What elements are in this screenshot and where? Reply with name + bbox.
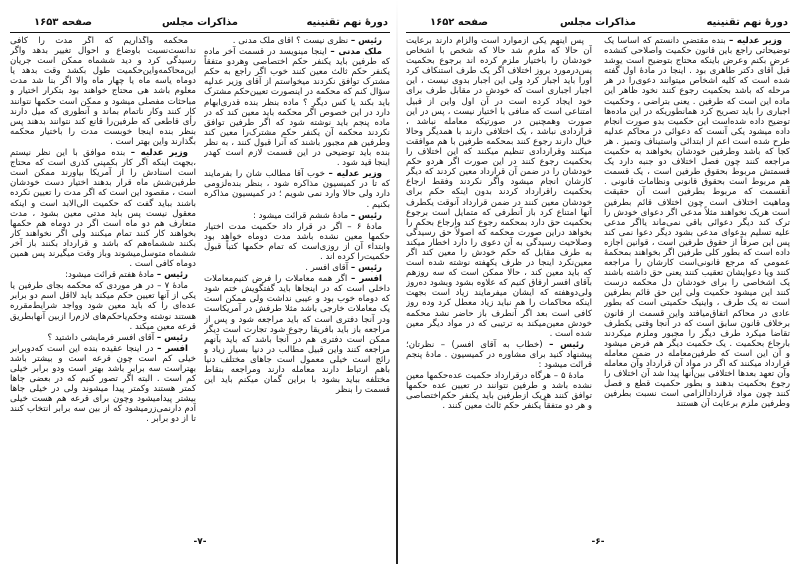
paragraph-text: مادهٔ ۶ – اگر در قرار داد حکمیت مدت اختیار حکمها معین نشده باشد مدت دوماه خواهد بود وابتداء آن از روزی‌است که تمام حکمها کتباً قبول حکمیت‌را کرده اند . — [204, 221, 390, 262]
paragraph-text: اینجا مینویسد در قسمت آخر ماده که طرفین باید یکنفر حکم اختصاصی وهردو متفقاً یکنفر حکم ثالث معین کنند خوب اگر راجع به حکم مشترک توافق نکردند میخواستم از آقای وزیر عدلیه سؤال کنم که محکمه در اینصورت تعیین‌حکم مشترک باید بکند یا کس دیگر ؟ ماده بنظر بنده قدری‌ابهام دارد در این خصوص اگر محکمه باید معین کند که در ماده پنجم باید نوشته شود که اگر طرفین توافق نکردند محکمه آن یکنفر حکم مشترک‌را معین کند وطرفین هم مجبور باشند که آنرا قبول کنند ، به نظر بنده باید توضیحی در این قسمت لازم است کهدر اینجا قید شود . — [204, 47, 390, 169]
paragraph — [10, 36, 196, 147]
speaker-name: وزیر عدلیه – — [130, 148, 188, 159]
speaker-name: رئیس – — [156, 332, 188, 343]
paragraph-text: (خطاب به آقای افسر) – نظرتان؛ پیشنهاد کنید برای مشاوره در کمیسیون . مادهٔ پنجم قرائت میشود : — [406, 339, 592, 370]
paragraph-text: آقای افسر فرمایشی داشتید ؟ — [47, 332, 155, 343]
text-columns — [10, 36, 390, 524]
speaker-name: افسر – — [351, 274, 383, 285]
paragraph-text: در اینجا عقیده بنده این است که‌دوبرابر خیلی کم است چون قرعه است و بیشتر باشد بهتراست سه برابر باشد بهتر است ودو برابر خیلی کم است . البته اگر تصور کنیم که در بعضی جاها کمتر هستند وکمتر پیدا میشوند ولی در خیلی جاها بیشتر پیدا‌میشود وچون برای قرعه هم هست خیلی آدم دارنمی‌زرمیشود که از بین سه برابر انتخاب کنند تا از دو برابر . — [10, 343, 196, 425]
column-right — [604, 36, 790, 524]
paragraph — [204, 274, 390, 395]
speaker-name: وزیر عدلیه – — [729, 36, 782, 46]
page-header — [10, 14, 390, 33]
paragraph-text: بنده موافق با این نظر نیستم ،بجهت اینکه اگر کار بکمپنی کذری است که محتاج است اسنادش را از آمریکا بیاورند ممکن است طرفین‌شش ماه قرار بدهند اختیار دست خودشان است ، مقصود این است که اگر مدت را تعیین نکرده باشند بباید گفت که حکمیت الی‌الابد است و اینکه معقول نیست پس باید مدتی معین بشود ، مدت متعارف هم دو ماه است اگر در دوماه هم حکمها بخواهند کار کنند تمام میکنند ولی اگر نخواهند کار بکنند ششماه‌هم که باشد و قرارداد بکنند باز آخر ششماه متوسل‌میشوند وباز وقت میگیرند پس همین دوماه کافی است . — [10, 148, 196, 270]
column-left — [406, 36, 592, 524]
speaker-name: رئیس – — [156, 270, 188, 281]
header-volume: دورهٔ نهم تقنینیه — [706, 17, 788, 28]
paragraph — [10, 281, 196, 331]
header-title: مذاکرات مجلس — [161, 17, 239, 28]
column-right — [204, 36, 390, 524]
paragraph — [406, 36, 592, 339]
paragraph-text: مادهٔ ۷ – در هر موردی که محکمه بجای طرفین یا یکی از آنها تعیین حکم میکند باید لااقل اسم دو برابر عده‌ای را که باید معین شود وواجد شرایط‌مقرره هستند نوشته وحکم‌یاحکم‌های لازم‌را ازبین آنها‌بطریق قرعه معین میکند . — [10, 281, 196, 332]
paragraph-text: نظری نیست ؟ آقای ملک مدنی . — [232, 36, 349, 46]
header-page-number: صفحه ۱۶۵۲ — [430, 17, 489, 28]
paragraph-text: محکمه واگذاریم که اگر مدت را کافی ندانست‌نسبت باوضاع و احوال تغییر بدهد واگر رسیدگی کرد و دید ششماه ممکن است جریان این‌محاکمه‌واین‌حکمیت طول بکشد وقت بدهد یا دوماه یاسه ماه یا چهار ماه والا اگر بنا شد مدت معلوم باشد هی محتاج خواهند بود بتکرار اختیار و مباحثات مفصلی میشود و ممکن است حکمها نتوانند کار کنند وکار ناتمام بماند و آنطوری که میل دارند رأی قاطعی که طرفین‌را قانع کند نتوانند بدهند پس بنظر بنده اینجا خوبست مدت را باختیار محکمه بگذارند واین بهتر است . — [10, 36, 196, 147]
paragraph — [204, 263, 390, 273]
paragraph — [406, 340, 592, 370]
paragraph — [204, 211, 390, 221]
paragraph — [10, 270, 196, 280]
paragraph-text: مادهٔ ششم قرائت میشود : — [252, 210, 349, 221]
paragraph — [10, 148, 196, 269]
speaker-name: ملک مدنی – — [330, 47, 382, 58]
page-1653 — [4, 0, 396, 564]
speaker-name: رئیس – — [350, 263, 382, 274]
paragraph-text: اگر همه معاملات را فرض کنیم‌معاملات داخلی است که در اینجاها باید گفتگویش ختم شود که دوماه خوب بود و عیبی نداشت ولی ممکن است یک معاملات خارجی باشد مثلا طرفش در آمریکا‌ست ودر آنجا دفتری است که باید مراجعه شود و پس از مراجعه باز باید بافریقا رجوع شود تجارت است دیگر ممکن است دفتری هم در آنجا باشد که باید بآنهم مراجعه کنند واین قبیل مطالب در دنیا بسیار زیاد و رائج است خیلی معمول است جاهای مختلف دنیا باهم ارتباط دارند معامله دارند ومراجعه بنقاط مختلفه بباید بشود با براین گمان میکنم باید این قسمت را بنظر — [204, 274, 390, 396]
paragraph-text: مادهٔ ۵ – هرگاه درقرارداد حکمیت عده‌حکمها معین نشده باشد و طرفین نتوانند در تعیین عده حکمها توافق کنند هریک ازطرفین باید یکنفر حکم‌اختصاصی و هر دو متفقاً یکنفر حکم ثالث معین کنند . — [406, 371, 592, 412]
speaker-name: رئیس – — [549, 339, 585, 350]
paragraph — [604, 36, 790, 409]
paragraph — [10, 333, 196, 343]
speaker-name: افسر – — [157, 343, 189, 354]
speaker-name: رئیس – — [350, 36, 382, 46]
paragraph — [204, 47, 390, 168]
header-title: مذاکرات مجلس — [559, 17, 637, 28]
column-left — [10, 36, 196, 524]
page-footer-number: -۷- — [193, 537, 207, 547]
paragraph — [204, 169, 390, 209]
header-volume: دورهٔ نهم تقنینیه — [306, 17, 388, 28]
paragraph — [204, 36, 390, 46]
paragraph-text: آقای افسر . — [305, 263, 349, 274]
book-binding-shadow — [396, 0, 398, 564]
page-footer-number: -۶- — [591, 537, 605, 547]
page-header — [406, 14, 790, 33]
paragraph-text: بنده مقتضی دانستم که اساساً یک توضیحاتی راجع باین قانون حکمیت واصلاحی کنشده عرض بکنم وعرض باینکه محتاج بتوضیح است یوشد قبل آقای دکتر طاهری بود . اینجا در مادهٔ اول گفته شده است که کلیه اشخاص میتوانند دعوی‌را در هر مرحله که باشد بحکمیت رجوع کنند نخود ظاهر این ماده این است که طرفین . یعنی بتراضی ، وحکمیت اجباری را باید تصریح کرد همانطوریکه در این ماده‌ها توضیح داده شده‌است این حکمیت بدو صورت انجام داده میشود یکی آنست که دعوائی در محاکم عدلیه طرح شده است اعم از ابتدائی واستیناف وتمیز . هر کجا که باشد وطرفین خودشان بخواهند به حکمیت مراجعه کنند چون فصل اختلاف دو جنبه دارد یک قسمتش مربوط بحقوق طرفین است ، یک قسمت هم مربوط است بحقوق قانونی ونظامات قانونی . آنقسمت که مربوط بطرفین است آن حقیقت وماهیت اختلاف است چون اختلاف قائم بطرفین است هریک نخواهند مثلاً مدعی اگر دعوای خودش را ترک کند دیگر دعوائی باقی نمی‌ماند یااگر مدعی علیه تسلیم بدعوای مدعی بشود دیگر دعوا نمی کند پس این صرفاً از حقوق طرفین است ، قوانین اجازه داده است که بطور کلی طرفین اگر بخواهند بمحکمهٔ عمومی که مرجع قانونی‌است کارشان را مراجعه کنند ویا دعوایشان تعقیب کنند یعنی حق داشته باشند یک اشخاصی را برای خودشان دل محکمه درست کنند این میشود حکمیت ولی این حق قائم بطرفین است نه یک طرف ، واینیک حکمیتی است که بطور عادی در محاکم اتفاق‌میافتد واین قسمت از قانون برخلاف قانون سابق است که در آنجا وقتی یکطرف تقاضا میکرد طرف دیگر را مجبور وملزم میکردند بارجاع بحکمیت . یک حکمیت دیگر هم فرض میشود و آن این است که طرفین‌معامله در ضمن معامله قرارداد میکنند که اگر در مواد آن قرارداد وآن معامله وآن تعهد بعدها اختلافی بین‌آنها پیدا شد آن اختلاف را رجوع بحکمیت بدهند و بطور حکمیت قطع و فصل کنند چون مواد قراردادالزامی است نسبت بطرفین وطرفین ملزم برعایت آن هستند — [604, 36, 790, 410]
paragraph — [10, 344, 196, 425]
speaker-name: رئیس – — [350, 210, 382, 221]
paragraph-text: خوب آقا مطالب شان را بفرمایند که تا در کمیسیون مذاکره شود ، بنظر بنده‌لزومی دارد ولی حالا وارد نمی شویم ؛ در کمیسیون مذاکره بکنیم . — [204, 169, 390, 210]
paragraph — [204, 222, 390, 262]
paragraph-text: مادهٔ هفتم قرائت میشود: — [65, 270, 155, 281]
paragraph — [406, 371, 592, 411]
text-columns — [406, 36, 790, 524]
page-1652 — [400, 0, 796, 564]
paragraph-text: پس اینهم یکی ازموارد است والزام دارند برعایت آن حالا که ملزم شد حالا که شخص با اشخاص خودشان را باختیار ملزم کرده اند برجوع بحکمیت پس‌درمورد بروز اختلاف اگر یک طرف استنکاف کرد اورا باید اجبار کرد ولی این اجبار بدوی نیست ، این اجبار اجباری است که خودش در مقابل طرف برای خود ایجاد کرده است در آن اول واین از قبیل امتناعی است که منافی با اختیار نیست ، پس در این صورت وهمچنین در صورتیکه معامله نباشد ، قراردادی نباشد ، یک اختلافی دارند با همدیگر وحالا خیال دارند رجوع کنند بمحکمه طرفین با هم موافقت میکنند وقراردادی تنظیم میکنند که این اختلاف را بحکمیت رجوع کنند در این صورت اگر هردو حکم خودشان را در ضمن آن قرارداد معین کردند که دیگر کارشان انجام میشود واگر نکردند وفقط ارجاع بحکمیت راقرارداد کردند بدون اینکه حکم برای خودشان معین کنند در ضمن قرارداد آنوقت یکطرف آنها امتناع کرد باز آنطرفی که متمایل است برجوع بحکمیت حق دارد بمحکمه رجوع کند وارجاع بحکم را بخواهد دراین صورت محکمه که اصولاً حق رسیدگی وصلاحیت رسیدگی به آن دعوی را دارد اخطار میکند به طرف مقابل که حکم خودش را معین کند اگر معین‌نکرد اینجا در ظرف یکهفته نوشته شده است که باید معین کند ، حالا ممکن است که سه روزهم بآقای افسر ارفاق کنیم که علاوه بشود وبشود ده‌روز ولی‌دوهفته که ایشان میفرمایند زیاد است بجهت اینکه محاکمات را هم نباید زیاد معطل کرد وده روز کافی است بعد اگر آنطرف باز حاضر نشد محکمه خودش معین‌میکند به ترتیبی که در مواد دیگر معین شده است . — [406, 36, 592, 339]
speaker-name: وزیر عدلیه – — [328, 169, 382, 180]
header-page-number: صفحه ۱۶۵۳ — [34, 17, 93, 28]
